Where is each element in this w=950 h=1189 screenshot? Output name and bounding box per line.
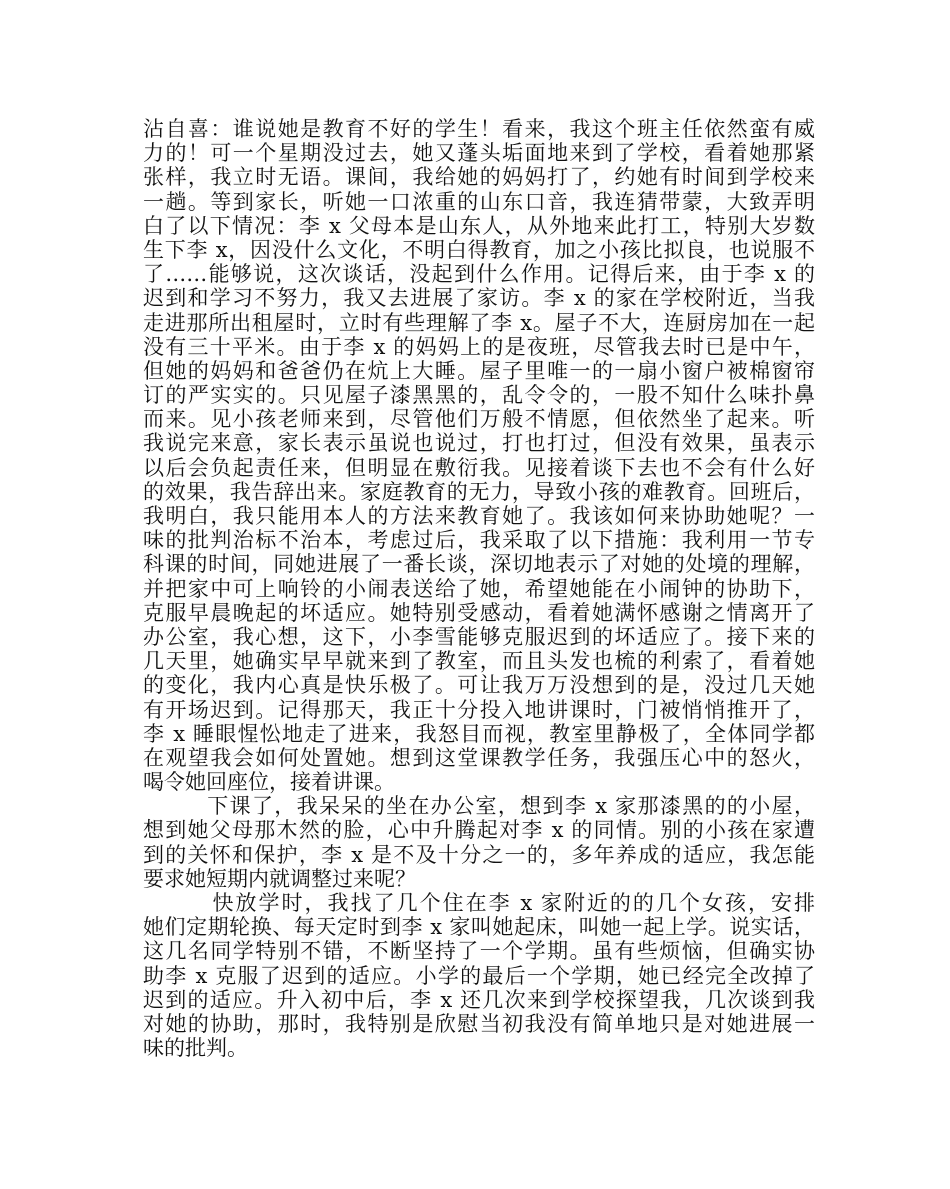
text-line: 到的关怀和保护，李 x 是不及十分之一的，多年养成的适应，我怎能: [143, 842, 815, 867]
text-line: 李 x 睡眼惺忪地走了进来，我怒目而视，教室里静极了，全体同学都: [143, 721, 815, 746]
text-line: 助李 x 克服了迟到的适应。小学的最后一个学期，她已经完全改掉了: [143, 963, 815, 988]
text-line: 力的！可一个星期没过去，她又蓬头垢面地来到了学校，看着她那紧: [143, 141, 815, 166]
text-line: 我说完来意，家长表示虽说也说过，打也打过，但没有效果，虽表示: [143, 431, 815, 456]
text-line: 想到她父母那木然的脸，心中升腾起对李 x 的同情。别的小孩在家遭: [143, 818, 815, 843]
text-line: 对她的协助，那时，我特别是欣慰当初我没有简单地只是对她进展一: [143, 1011, 815, 1036]
text-line: 的效果，我告辞出来。家庭教育的无力，导致小孩的难教育。回班后，: [143, 479, 815, 504]
text-line: 办公室，我心想，这下，小李雪能够克服迟到的坏适应了。接下来的: [143, 624, 815, 649]
document-body: [143, 117, 815, 1060]
text-line: 并把家中可上响铃的小闹表送给了她，希望她能在小闹钟的协助下，: [143, 576, 815, 601]
text-line: 一趟。等到家长，听她一口浓重的山东口音，我连猜带蒙，大致弄明: [143, 189, 815, 214]
text-line: 以后会负起责任来，但明显在敷衍我。见接着谈下去也不会有什么好: [143, 455, 815, 480]
text-line: 白了以下情况：李 x 父母本是山东人，从外地来此打工，特别大岁数: [143, 213, 815, 238]
text-line: 了……能够说，这次谈话，没起到什么作用。记得后来，由于李 x 的: [143, 262, 815, 287]
text-line: 几天里，她确实早早就来到了教室，而且头发也梳的利索了，看着她: [143, 649, 815, 674]
text-line: 而来。见小孩老师来到，尽管他们万般不情愿，但依然坐了起来。听: [143, 407, 815, 432]
text-line: 在观望我会如何处置她。想到这堂课教学任务，我强压心中的怒火，: [143, 745, 815, 770]
text-line: 走进那所出租屋时，立时有些理解了李 x。屋子不大，连厨房加在一起: [143, 310, 815, 335]
text-line: 克服早晨晚起的坏适应。她特别受感动，看着她满怀感谢之情离开了: [143, 600, 815, 625]
text-line: 味的批判。: [143, 1036, 248, 1061]
text-line: 没有三十平米。由于李 x 的妈妈上的是夜班，尽管我去时已是中午，: [143, 334, 815, 359]
text-line: 生下李 x，因没什么文化，不明白得教育，加之小孩比拟良，也说服不: [143, 237, 815, 262]
text-line: 沾自喜：谁说她是教育不好的学生！看来，我这个班主任依然蛮有威: [143, 117, 815, 141]
text-line: 我明白，我只能用本人的方法来教育她了。我该如何来协助她呢？一: [143, 504, 815, 528]
text-line: 的变化，我内心真是快乐极了。可让我万万没想到的是，没过几天她: [143, 673, 815, 698]
text-line: 科课的时间，同她进展了一番长谈，深切地表示了对她的处境的理解，: [143, 552, 815, 577]
text-line: 她们定期轮换、每天定时到李 x 家叫她起床，叫她一起上学。说实话，: [143, 915, 815, 940]
text-line: 快放学时，我找了几个住在李 x 家附近的的几个女孩，安排: [143, 891, 815, 915]
text-line: 要求她短期内就调整过来呢？: [143, 866, 416, 891]
text-line: 但她的妈妈和爸爸仍在炕上大睡。屋子里唯一的一扇小窗户被棉窗帘: [143, 358, 815, 383]
text-line: 订的严实实的。只见屋子漆黑黑的，乱令令的，一股不知什么味扑鼻: [143, 383, 815, 408]
text-line: 迟到的适应。升入初中后，李 x 还几次来到学校探望我，几次谈到我: [143, 987, 815, 1012]
text-line: 迟到和学习不努力，我又去进展了家访。李 x 的家在学校附近，当我: [143, 286, 815, 311]
text-line: 味的批判治标不治本，考虑过后，我采取了以下措施：我利用一节专: [143, 528, 815, 553]
text-line: 下课了，我呆呆的坐在办公室，想到李 x 家那漆黑的的小屋，: [143, 794, 815, 819]
text-line: 张样，我立时无语。课间，我给她的妈妈打了，约她有时间到学校来: [143, 165, 815, 190]
text-line: 有开场迟到。记得那天，我正十分投入地讲课时，门被悄悄推开了，: [143, 697, 815, 722]
text-line: 喝令她回座位，接着讲课。: [143, 770, 395, 795]
text-line: 这几名同学特别不错，不断坚持了一个学期。虽有些烦恼，但确实协: [143, 939, 815, 964]
